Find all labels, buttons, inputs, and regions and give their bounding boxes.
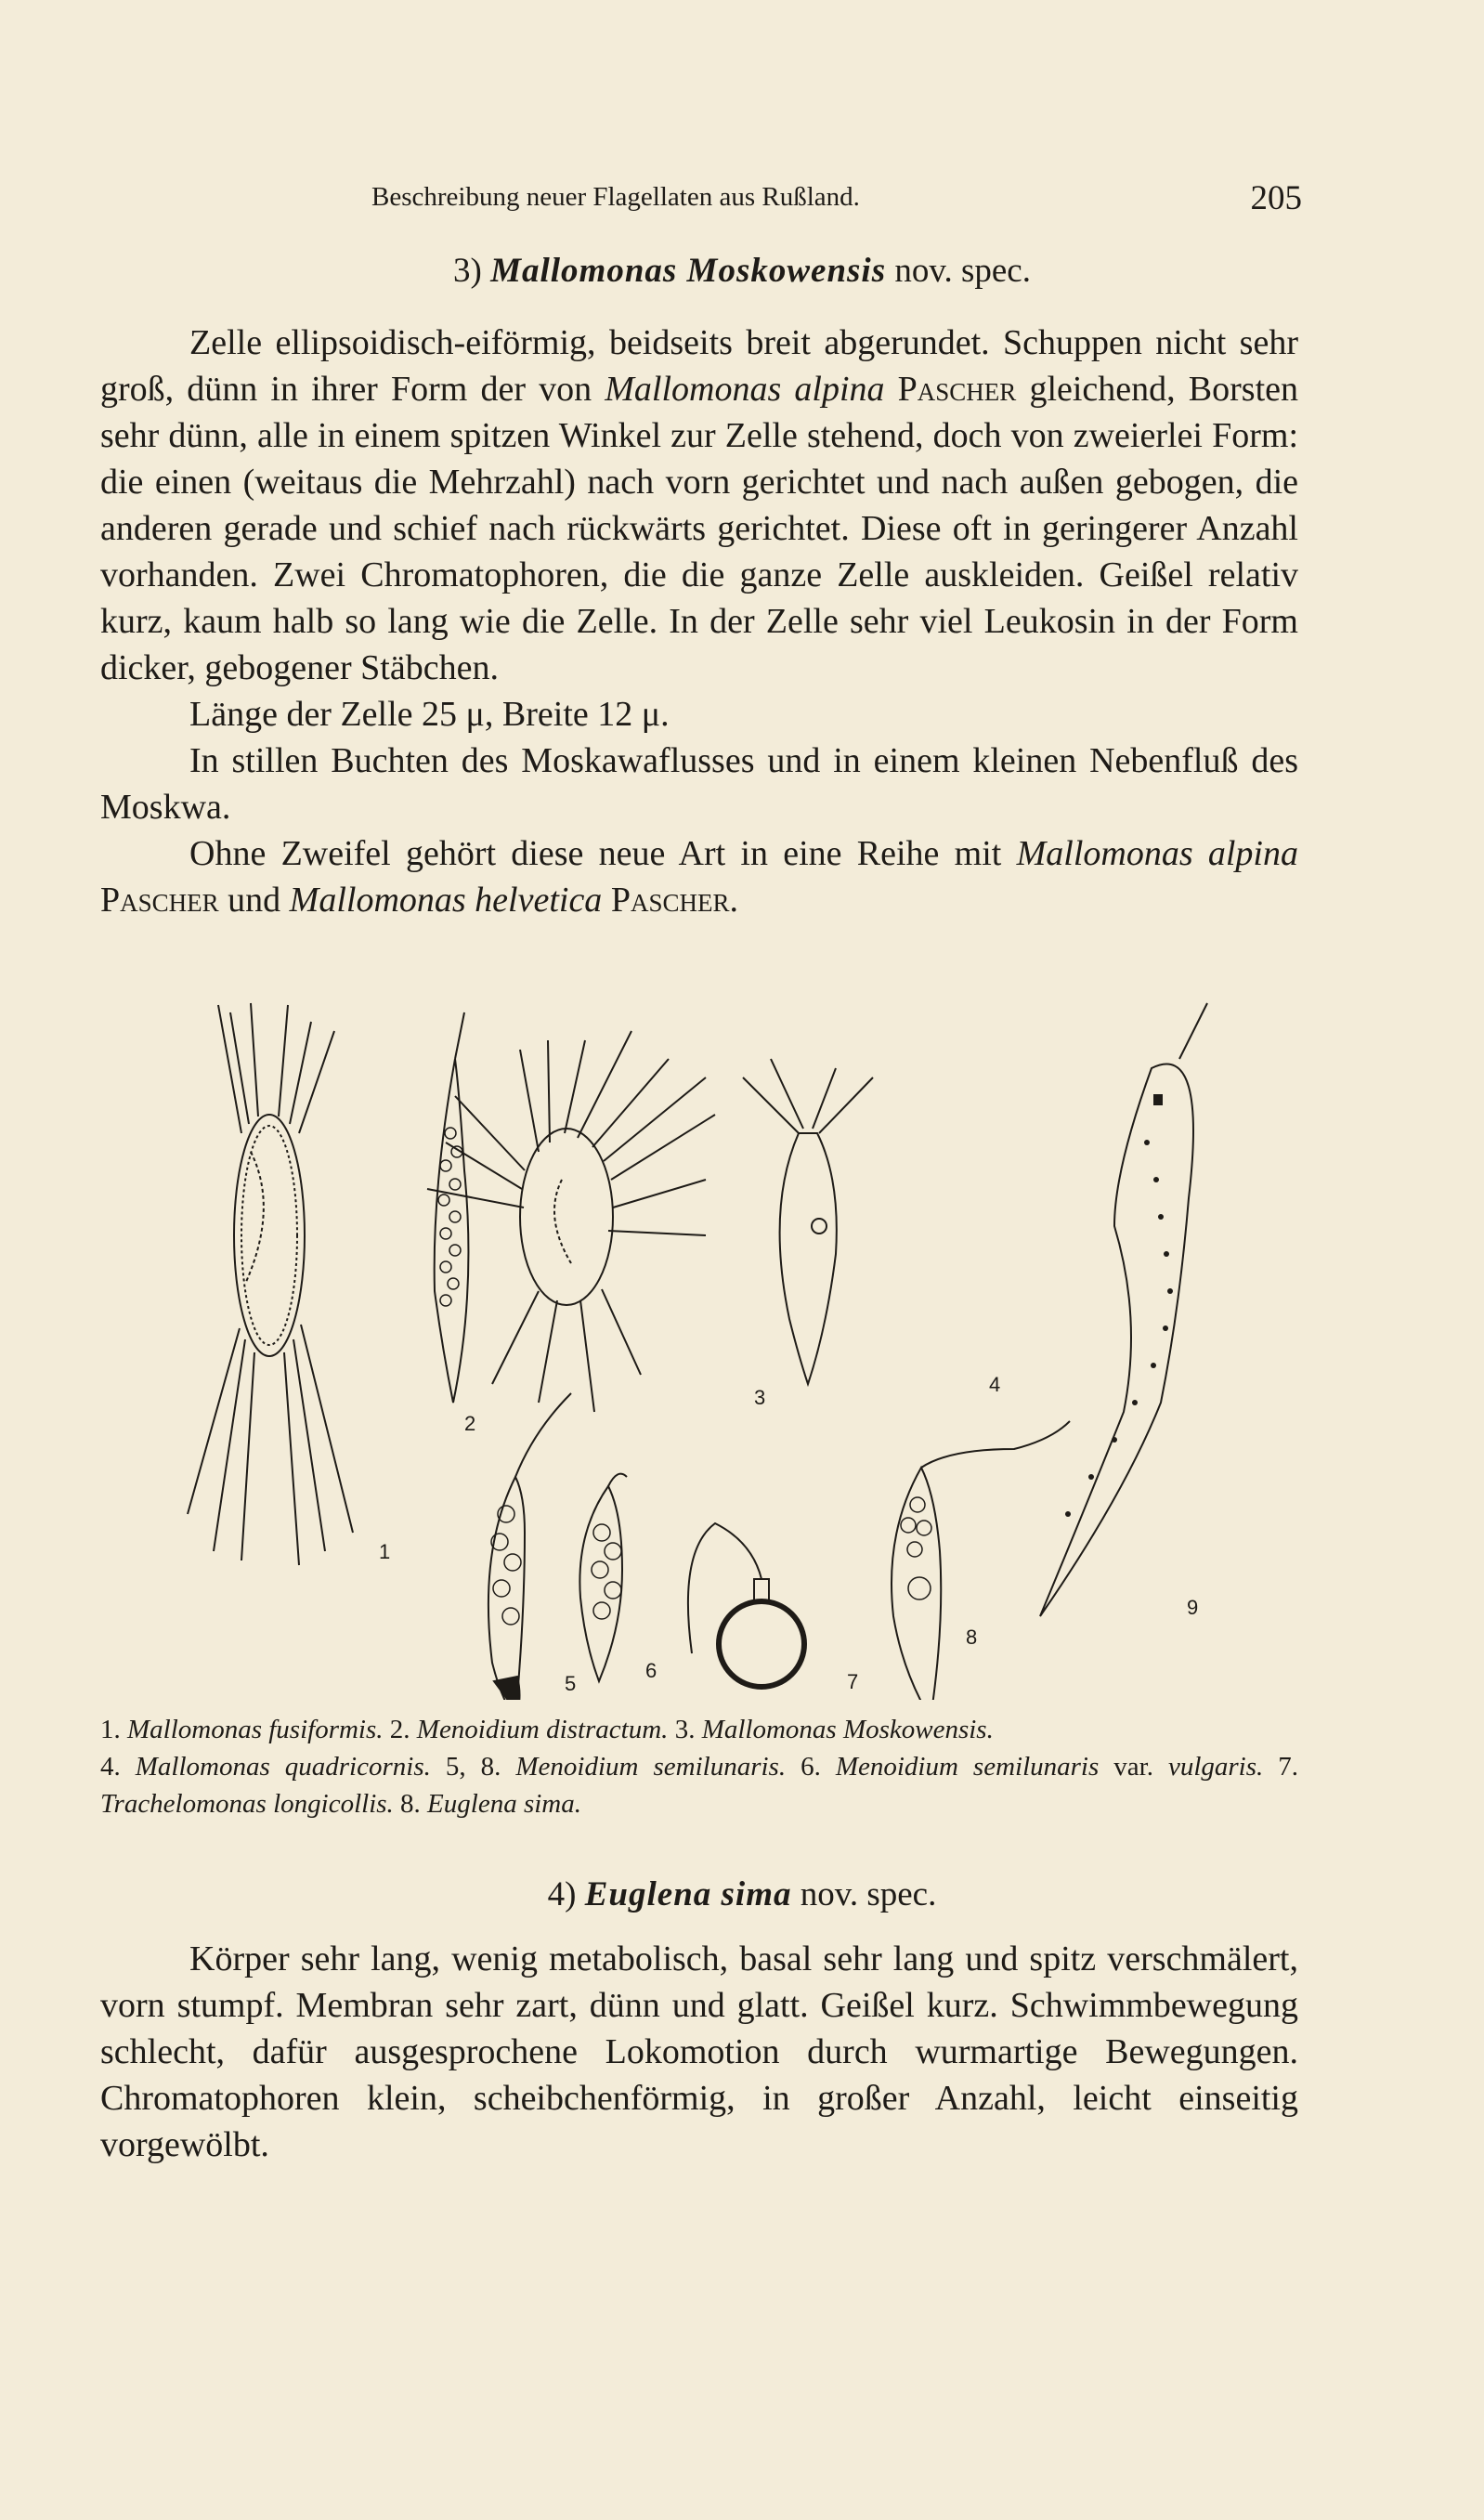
figure-1-mallomonas-fusiformis [188,1003,353,1565]
figure-label-8: 8 [966,1626,978,1649]
figure-label-7: 7 [847,1670,859,1693]
figure-label-6: 6 [645,1659,657,1682]
section-3-number: 3) [453,252,482,290]
flagellate-figure [149,994,1263,1700]
figure-2-menoidium-distractum [435,1012,469,1403]
figure-label-3: 3 [754,1386,766,1409]
figure-4-mallomonas-quadricornis [743,1059,873,1384]
section-3-paragraph-size: Länge der Zelle 25 μ, Breite 12 μ. [189,695,670,734]
figure-label-1: 1 [379,1540,391,1563]
section-3-paragraph-description: Zelle ellipsoidisch-eiförmig, beidseits breit abgerundet. Schuppen nicht sehr groß, dünn in ihrer Form der von Mallomonas alpina Pascher gleichend, Borsten sehr dünn, alle in einem spitzen Winkel zur Zelle stehend, doch von zweierlei Form: die einen (weitaus die Mehrzahl) nach vorn gerichtet und nach außen gebogen, die anderen gerade und schief nach rückwärts gerichtet. Diese oft in geringerer Anzahl vorhanden. Zwei Chromatophoren, die die ganze Zelle auskleiden. Geißel relativ kurz, kaum halb so lang wie die Zelle. In der Zelle sehr viel Leukosin in der Form dicker, gebogener Stäbchen. [100,323,1299,687]
section-4-species: Euglena sima [584,1875,792,1913]
figure-3-mallomonas-moskowensis [427,1031,715,1412]
figure-6-menoidium-vulgaris [579,1474,627,1681]
figure-label-5: 5 [565,1672,577,1695]
figure-7-trachelomonas-longicollis [688,1523,804,1687]
section-4-heading [0,1874,1484,1914]
section-3-species: Mallomonas Moskowensis [490,252,887,290]
section-3-paragraph-relation: Ohne Zweifel gehört diese neue Art in eine Reihe mit Mallomonas alpina Pascher und Mallomonas helvetica Pascher. [100,834,1298,920]
page-number: 205 [1250,179,1302,217]
running-header [371,179,1309,228]
running-title: Beschreibung neuer Flagellaten aus Rußland. [371,182,860,212]
section-3-heading [0,251,1484,291]
section-3-suffix: nov. spec. [894,252,1031,290]
figure-8-menoidium-semilunaris [892,1421,1070,1700]
figure-caption: 1. Mallomonas fusiformis. 2. Menoidium distractum. 3. Mallomonas Moskowensis. 4. Mallomonas quadricornis. 5, 8. Menoidium semilunaris. 6. Menoidium semilunaris var. vulgaris. 7. Trachelomonas longicollis. 8. Euglena sima. [100,1715,1299,1819]
section-4-paragraph-description: Körper sehr lang, wenig metabolisch, basal sehr lang und spitz verschmälert, vorn stumpf. Membran sehr zart, dünn und glatt. Geißel kurz. Schwimmbewegung schlecht, dafür ausgesprochene Lokomotion durch wurmartige Bewegungen. Chromatophoren klein, scheibchenförmig, in großer Anzahl, leicht einseitig vorgewölbt. [100,1939,1298,2164]
section-4-body [100,1936,1298,2168]
figure-label-4: 4 [989,1373,1001,1396]
section-4-suffix: nov. spec. [800,1875,937,1913]
section-4-number: 4) [547,1875,577,1913]
figure-9-euglena-sima [1040,1003,1207,1616]
section-3-paragraph-habitat: In stillen Buchten des Moskawaflusses und in einem kleinen Nebenfluß des Moskwa. [100,741,1298,827]
figure-label-9: 9 [1187,1596,1199,1619]
figure-label-2: 2 [464,1412,476,1435]
figure-5-menoidium-semilunaris [488,1393,571,1700]
section-3-body [100,320,1298,923]
